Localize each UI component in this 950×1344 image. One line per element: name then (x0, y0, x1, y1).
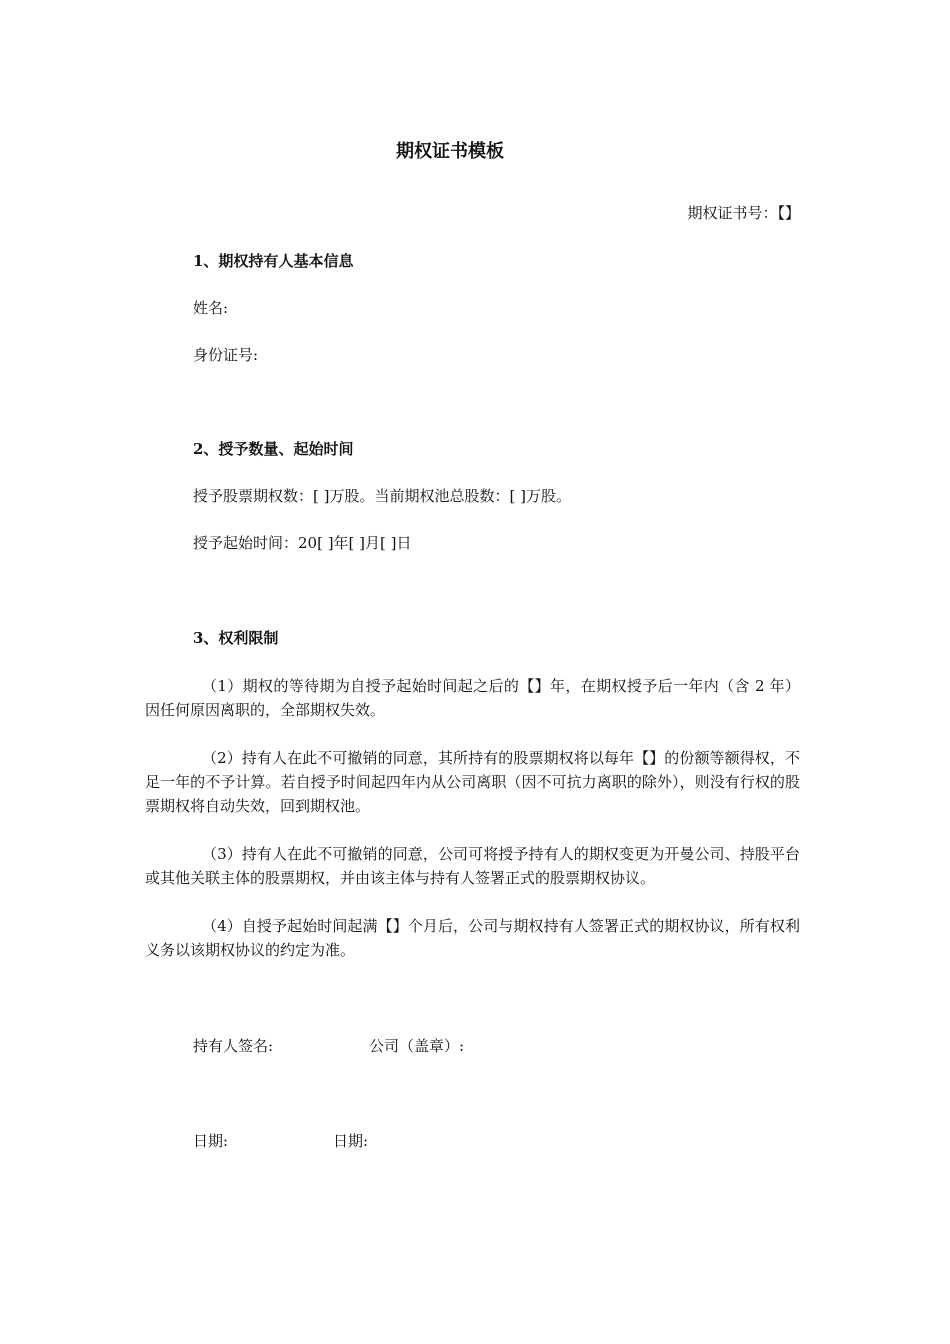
holder-date-label: 日期: (193, 1132, 229, 1150)
company-date-label: 日期: (333, 1132, 369, 1150)
clause-4: （4）自授予起始时间起满【】个月后，公司与期权持有人签署正式的期权协议，所有权利义务以该期权协议的约定为准。 (145, 917, 800, 959)
section2-heading: 2、授予数量、起始时间 (193, 440, 354, 458)
company-seal-label: 公司（盖章）: (369, 1037, 465, 1055)
section1-heading: 1、期权持有人基本信息 (193, 252, 354, 270)
clause-2: （2）持有人在此不可撤销的同意，其所持有的股票期权将以每年【】的份额等额得权，不足一年的不予计算。若自授予时间起四年内从公司离职（因不可抗力离职的除外），则没有行权的股票期权将自动失效，回到期权池。 (145, 749, 800, 815)
holder-signature-label: 持有人签名: (193, 1037, 274, 1055)
holder-name-label: 姓名: (193, 299, 229, 317)
clause-3: （3）持有人在此不可撤销的同意，公司可将授予持有人的期权变更为开曼公司、持股平台或其他关联主体的股票期权，并由该主体与持有人签署正式的股票期权协议。 (145, 845, 800, 887)
grant-start-time-line: 授予起始时间：20[ ]年[ ]月[ ]日 (193, 534, 412, 552)
clause-1: （1）期权的等待期为自授予起始时间起之后的【】年，在期权授予后一年内（含 2 年）因任何原因离职的，全部期权失效。 (145, 677, 800, 719)
document-title: 期权证书模板 (396, 141, 504, 162)
section3-heading: 3、权利限制 (193, 629, 279, 647)
grant-quantity-line: 授予股票期权数：[ ]万股。当前期权池总股数：[ ]万股。 (193, 487, 571, 505)
holder-id-label: 身份证号: (193, 346, 259, 364)
certificate-number-label: 期权证书号：【】 (687, 204, 800, 222)
